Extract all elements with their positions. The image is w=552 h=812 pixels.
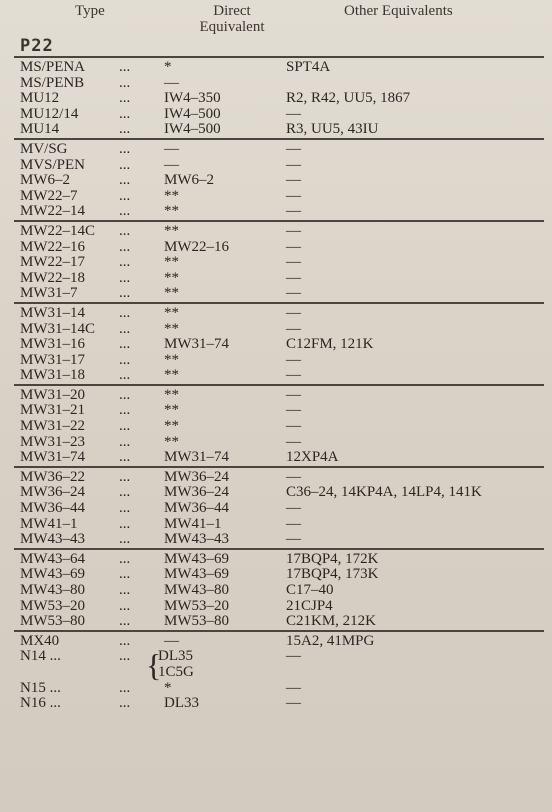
cell-other: — [286,433,301,450]
cell-direct: MW43–43 [164,531,229,548]
cell-other: — [286,500,301,517]
cell-other: — [286,254,301,271]
cell-other: — [286,386,301,403]
cell-type: MVS/PEN [20,156,86,173]
cell-dots: ... [119,582,131,598]
cell-other: C21KM, 212K [286,613,377,630]
cell-direct: MW43–69 [164,550,229,567]
cell-dots: ... [119,320,131,337]
cell-direct: MW53–80 [164,613,229,630]
cell-direct: * [164,679,172,696]
cell-other: SPT4A [286,59,331,75]
cell-dots: ... [119,695,131,712]
table-row [14,224,544,240]
cell-direct: MW43–80 [164,582,229,598]
cell-dots: ... [119,187,131,204]
page-code: P22 [20,36,54,56]
cell-dots: ... [119,597,131,614]
table-group [14,548,544,630]
cell-type: MW43–64 [20,550,85,567]
cell-type: MW22–14C [20,222,95,239]
cell-dots: ... [119,105,131,122]
cell-other: — [286,515,301,532]
cell-type: MW22–7 [20,187,78,204]
cell-type: MW31–22 [20,418,85,435]
cell-direct: — [164,632,179,649]
cell-type: MW31–18 [20,367,85,384]
cell-dots: ... [119,121,131,138]
table-row [14,255,544,271]
cell-other: 15A2, 41MPG [286,632,375,649]
cell-type: MW31–16 [20,336,85,353]
cell-direct: ** [164,269,179,286]
table-group [14,384,544,466]
cell-dots: ... [119,515,131,532]
table-group-last [14,630,544,712]
cell-dots: ... [119,449,131,466]
cell-direct: * [164,59,172,75]
cell-other: — [286,156,301,173]
cell-direct: ** [164,433,179,450]
table-row [14,271,544,287]
cell-other: 17BQP4, 172K [286,550,379,567]
cell-direct: — [164,74,179,91]
cell-type: MW31–14C [20,320,95,337]
table-row [14,91,544,107]
cell-direct: MW41–1 [164,515,222,532]
cell-other: — [286,679,301,696]
cell-other: — [286,468,301,485]
cell-type: MW43–43 [20,531,85,548]
table-row [14,286,544,302]
cell-other: — [286,367,301,384]
cell-type: MS/PENA [20,59,86,75]
table-row [14,696,544,712]
cell-type: MW22–16 [20,238,85,255]
cell-direct: 1C5G [158,663,194,680]
table-row [14,189,544,205]
cell-dots: ... [119,402,131,419]
table-row [14,204,544,220]
table-row [14,583,544,599]
cell-type: MV/SG [20,140,68,157]
cell-dots: ... [119,386,131,403]
table-row [14,501,544,517]
table-group [14,220,544,302]
cell-type: MU12 [20,90,60,107]
cell-other: — [286,351,301,368]
cell-type: MW22–14 [20,203,85,220]
cell-type: MU14 [20,121,60,138]
table-row [14,681,544,697]
cell-other: R3, UU5, 43IU [286,121,379,138]
cell-dots: ... [119,367,131,384]
header-type: Type [75,3,105,19]
cell-other: — [286,140,301,157]
cell-type: MX40 [20,632,60,649]
cell-dots: ... [119,613,131,630]
cell-dots: ... [119,140,131,157]
cell-direct: MW31–74 [164,336,229,353]
table-group [14,56,544,138]
cell-dots: ... [119,351,131,368]
cell-other: — [286,222,301,239]
cell-direct: IW4–500 [164,121,221,138]
table-row [14,142,544,158]
cell-direct: ** [164,285,179,302]
cell-type: MW43–69 [20,566,85,583]
cell-dots: ... [119,285,131,302]
cell-dots: ... [119,203,131,220]
cell-dots: ... [119,648,131,665]
table-row [14,599,544,615]
table-row [14,353,544,369]
cell-type: MU12/14 [20,105,79,122]
cell-other: — [286,203,301,220]
cell-type: MW31–17 [20,351,85,368]
cell-direct: ** [164,222,179,239]
equivalents-table [0,56,552,712]
cell-dots: ... [119,566,131,583]
table-row [14,435,544,451]
cell-other: — [286,269,301,286]
table-row [14,532,544,548]
cell-direct: MW36–24 [164,468,229,485]
cell-type: MW22–18 [20,269,85,286]
table-row [14,403,544,419]
cell-other: C12FM, 121K [286,336,374,353]
cell-direct: MW31–74 [164,449,229,466]
table-row [14,450,544,466]
cell-dots: ... [119,418,131,435]
cell-direct: ** [164,386,179,403]
table-group [14,466,544,548]
cell-other: — [286,648,301,665]
cell-type: MW53–20 [20,597,85,614]
cell-type: MW6–2 [20,172,70,189]
cell-direct: — [164,140,179,157]
table-row [14,158,544,174]
cell-other: — [286,402,301,419]
cell-type: MW31–74 [20,449,85,466]
cell-dots: ... [119,500,131,517]
cell-type: MW31–14 [20,304,85,321]
cell-other: 17BQP4, 173K [286,566,379,583]
table-row [14,552,544,568]
cell-type: MW36–24 [20,484,85,501]
table-row [14,614,544,630]
cell-other: — [286,172,301,189]
brace-icon: { [146,647,162,684]
table-row [14,485,544,501]
cell-direct: ** [164,367,179,384]
table-row [14,173,544,189]
cell-other: C36–24, 14KP4A, 14LP4, 141K [286,484,482,501]
cell-type: MW36–22 [20,468,85,485]
cell-other: — [286,187,301,204]
cell-other: 12XP4A [286,449,339,466]
table-row [14,419,544,435]
cell-type: N15 ... [20,679,61,696]
cell-dots: ... [119,336,131,353]
cell-dots: ... [119,679,131,696]
cell-other: 21CJP4 [286,597,333,614]
header-other-equivalents: Other Equivalents [344,3,453,19]
cell-direct: ** [164,418,179,435]
cell-dots: ... [119,269,131,286]
cell-dots: ... [119,254,131,271]
cell-direct: ** [164,254,179,271]
cell-direct: MW53–20 [164,597,229,614]
cell-dots: ... [119,632,131,649]
cell-other: — [286,418,301,435]
cell-other: — [286,105,301,122]
table-group [14,138,544,220]
table-row [14,647,544,684]
cell-other: — [286,238,301,255]
cell-type: MW31–20 [20,386,85,403]
cell-direct: — [164,156,179,173]
table-row [14,60,544,76]
table-row [14,122,544,138]
table-row [14,517,544,533]
cell-direct: MW36–24 [164,484,229,501]
cell-type: N14 ... [20,648,61,665]
cell-other: C17–40 [286,582,334,598]
cell-direct: ** [164,304,179,321]
table-row [14,634,544,650]
cell-other: — [286,320,301,337]
cell-type: MW43–80 [20,582,85,598]
cell-direct: ** [164,320,179,337]
cell-type: MS/PENB [20,74,85,91]
cell-type: MW22–17 [20,254,85,271]
table-row [14,240,544,256]
cell-direct: MW43–69 [164,566,229,583]
table-row [14,388,544,404]
table-row [14,322,544,338]
cell-other: — [286,695,301,712]
cell-other: — [286,285,301,302]
cell-dots: ... [119,238,131,255]
cell-direct: DL35 [158,648,193,665]
cell-direct: ** [164,203,179,220]
cell-direct: IW4–500 [164,105,221,122]
table-row [14,470,544,486]
cell-dots: ... [119,468,131,485]
cell-dots: ... [119,74,131,91]
cell-dots: ... [119,172,131,189]
cell-direct: MW36–44 [164,500,229,517]
cell-type: MW31–23 [20,433,85,450]
cell-dots: ... [119,304,131,321]
cell-dots: ... [119,550,131,567]
table-row [14,567,544,583]
table-row [14,368,544,384]
cell-other: — [286,531,301,548]
table-row [14,306,544,322]
cell-dots: ... [119,484,131,501]
table-row [14,337,544,353]
cell-type: MW41–1 [20,515,78,532]
table-group [14,302,544,384]
cell-dots: ... [119,222,131,239]
cell-direct: ** [164,187,179,204]
table-row [14,76,544,92]
cell-dots: ... [119,90,131,107]
cell-direct: IW4–350 [164,90,221,107]
cell-type: MW36–44 [20,500,85,517]
cell-dots: ... [119,531,131,548]
cell-type: MW31–21 [20,402,85,419]
cell-other: R2, R42, UU5, 1867 [286,90,411,107]
cell-dots: ... [119,59,131,75]
cell-direct: ** [164,402,179,419]
cell-other: — [286,304,301,321]
cell-direct: ** [164,351,179,368]
cell-dots: ... [119,433,131,450]
cell-type: MW31–7 [20,285,78,302]
cell-type: N16 ... [20,695,61,712]
table-row [14,107,544,123]
cell-direct: DL33 [164,695,199,712]
cell-dots: ... [119,156,131,173]
cell-type: MW53–80 [20,613,85,630]
cell-direct: MW22–16 [164,238,229,255]
header-direct-equivalent: Direct Equivalent [199,3,265,35]
cell-direct: MW6–2 [164,172,214,189]
